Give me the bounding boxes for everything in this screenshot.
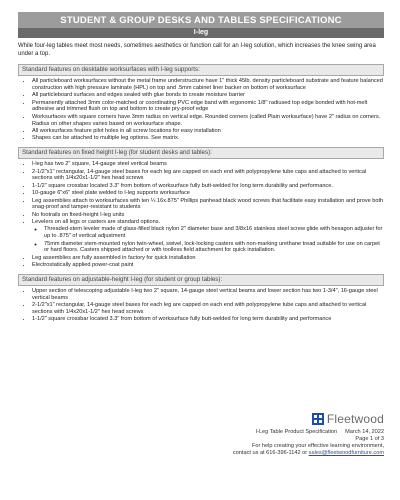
intro-paragraph: While four-leg tables meet most needs, sometimes aesthetics or function call for an I-leg solution, which increases the knee swing area under a top. bbox=[18, 43, 376, 57]
email-link[interactable]: sales@fleetwoodfurniture.com bbox=[308, 450, 384, 456]
list-item: • All particleboard worksurfaces without the metal frame understructure have 1" thick 45lb. density particleboard substrate and feature balanced construction with high pressure laminate (HPL) on top and .5mm cabinet liner backer on bottom of worksurface bbox=[32, 78, 384, 92]
section-heading: Standard features on fixed height I-leg (for student desks and tables): bbox=[18, 147, 384, 159]
list-item: • 2-1/2"x1" rectangular, 14-gauge steel bases for each leg are capped on each end with polypropylene tube caps and attached to vertical sections with 1/4x20x1-1/2" hex head screws bbox=[32, 302, 384, 316]
list-item: • Permanently attached 3mm color-matched or coordinating PVC edge band with ergonomic 1/8" radiused top edge bonded with hot-melt adhesive and trimmed flush on top and bottom to create pry-proof edge bbox=[32, 100, 384, 114]
list-item: • Electrostatically applied power-coat paint bbox=[32, 262, 384, 269]
list-item: • Upper section of telescoping adjustable I-leg two 2" square, 14-gauge steel vertical beams and lower section has two 1-3/4", 16-gauge steel vertical beams bbox=[32, 288, 384, 302]
list-item-text: Levelers on all legs or casters are standard options. bbox=[32, 219, 161, 226]
bullet-list bbox=[18, 78, 384, 142]
list-item: • 1-1/2" square crossbar located 3.3" from bottom of worksurface fully butt-welded for long term durability and performance bbox=[32, 316, 384, 323]
doc-title: I-Leg Table Product Specification bbox=[255, 429, 338, 435]
list-item: • Leg assemblies are fully assembled in factory for quick installation bbox=[32, 255, 384, 262]
fleetwood-logo bbox=[184, 412, 384, 426]
list-item: • Leg assemblies attach to worksurfaces with ten ¼ 16x.875" Phillips panhead black wood screws that facilitate easy installation and prove both snag-proof and tamper-resistant to students bbox=[32, 198, 384, 212]
section-desktable-worksurfaces bbox=[18, 64, 384, 142]
footer-doc-line bbox=[184, 429, 384, 436]
section-heading: Standard features on desktable worksurfaces with I-leg supports: bbox=[18, 64, 384, 76]
page-subtitle: I-leg bbox=[18, 28, 384, 38]
list-item: • Worksurfaces with square corners have 3mm radius on vertical edge. Rounded corners (called Plain worksurface) have 2" radius on corners. Radius on other shapes varies based on worksurface shape. bbox=[32, 114, 384, 128]
bullet-list bbox=[18, 288, 384, 323]
contact-text: contact us at 616-396-1142 or bbox=[232, 450, 309, 456]
logo-wordmark: Fleetwood bbox=[326, 412, 384, 426]
sub-list-item: ◦ 75mm diameter stem-mounted nylon twin-wheel, swivel, lock-locking casters with non-marking urethane tread suitable for use on carpet or hard floors. Casters shipped attached or with toolless field attachment for quick installation. bbox=[44, 241, 384, 255]
list-item: • 10-gauge 6"x6" steel plate welded to I-leg supports worksurface bbox=[32, 190, 384, 197]
list-item: • All worksurfaces feature pilot holes in all screw locations for easy installation bbox=[32, 128, 384, 135]
bullet-list bbox=[18, 161, 384, 269]
fleetwood-logo-icon bbox=[312, 413, 324, 425]
page-footer bbox=[184, 412, 384, 457]
page-title: STUDENT & GROUP DESKS AND TABLES SPECIFICATIONC bbox=[18, 12, 384, 28]
list-item: • No footrails on fixed-height I-leg units bbox=[32, 212, 384, 219]
list-item: • 2-1/2"x1" rectangular, 14-gauge steel bases for each leg are capped on each end with polypropylene tube caps and attached to vertical sections with 1/4x20x1-1/2" hex head screws bbox=[32, 169, 384, 183]
section-adjustable-height-ileg bbox=[18, 274, 384, 323]
list-item: • Shapes can be attached to multiple leg options. See matrix. bbox=[32, 135, 384, 142]
list-item: • All particleboard surfaces and edges sealed with glue bonds to create moisture barrier bbox=[32, 92, 384, 99]
section-fixed-height-ileg bbox=[18, 147, 384, 269]
page-number: Page 1 of 3 bbox=[355, 436, 384, 442]
sub-bullet-list bbox=[32, 226, 384, 254]
help-line: For help creating your effective learning environment, bbox=[251, 443, 384, 449]
doc-date: March 14, 2022 bbox=[345, 429, 384, 435]
list-item: • I-leg has two 2" square, 14-gauge steel vertical beams bbox=[32, 161, 384, 168]
sub-list-item: ◦ Threaded-stem leveler made of glass-filled black nylon 2" diameter base and 3/8x16 stainless steel screw glide with hexagon adjuster for up to .875" of vertical adjustment bbox=[44, 226, 384, 240]
contact-line bbox=[184, 450, 384, 457]
list-item bbox=[32, 219, 384, 254]
spec-page bbox=[18, 12, 384, 328]
section-heading: Standard features on adjustable-height I-leg (for student or group tables): bbox=[18, 274, 384, 286]
list-item: • 1-1/2" square crossbar located 3.3" from bottom of worksurface fully butt-welded for long term durability and performance. bbox=[32, 183, 384, 190]
